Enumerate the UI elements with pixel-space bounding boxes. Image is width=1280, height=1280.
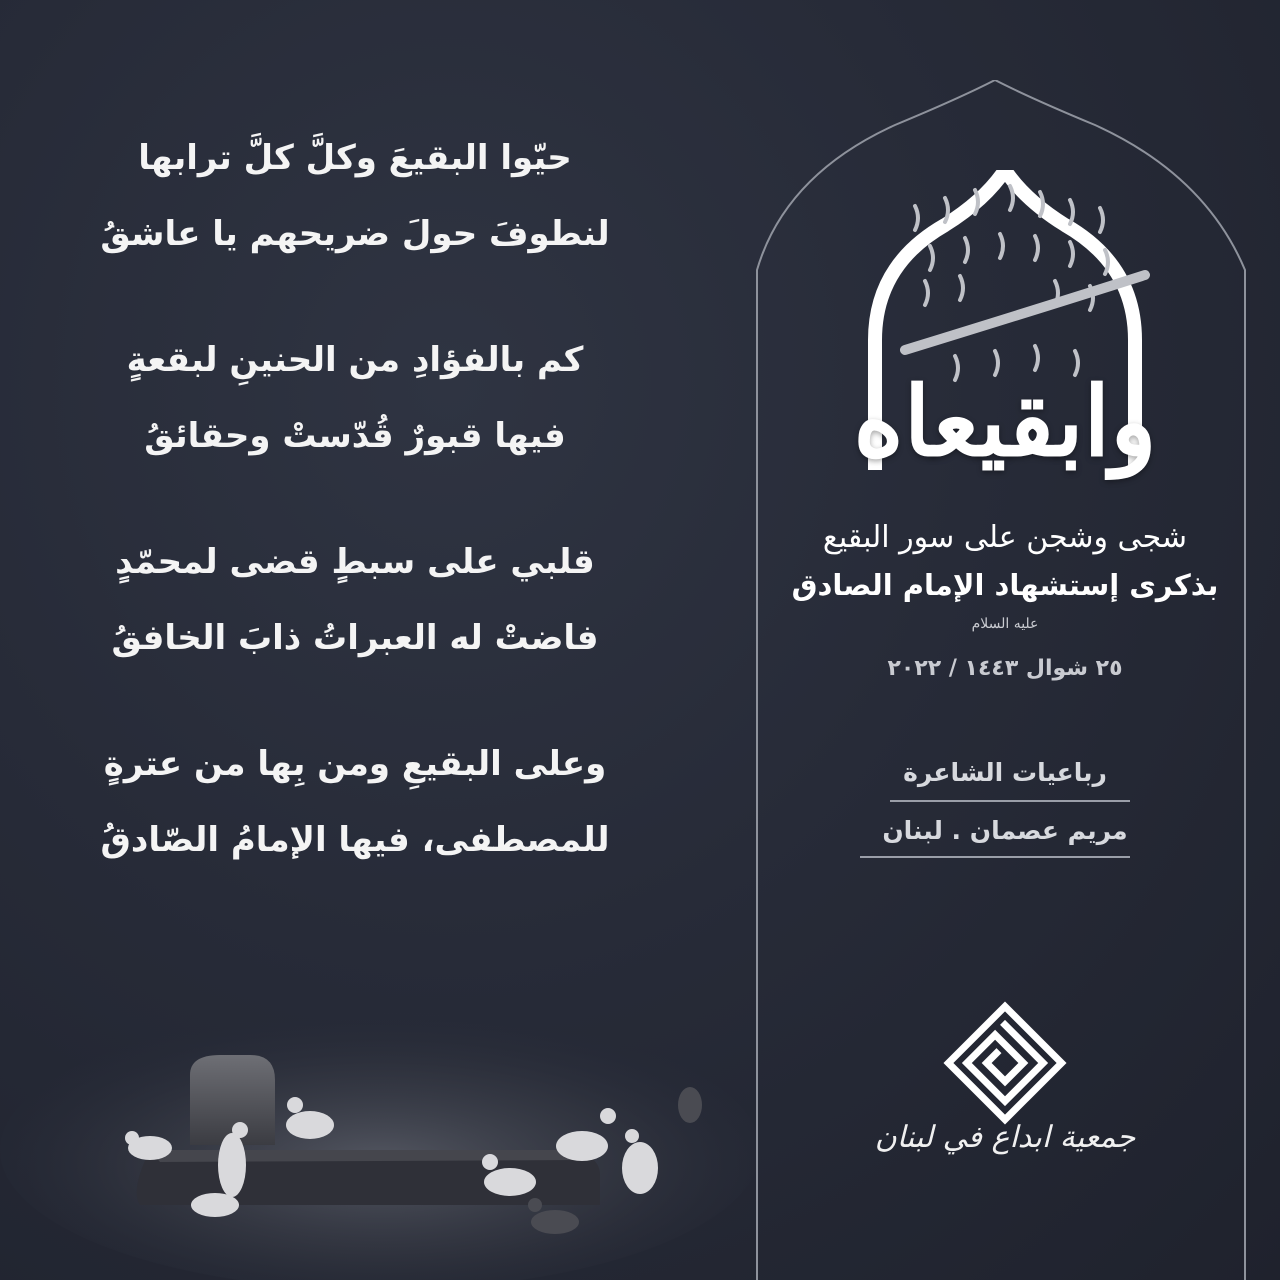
stanza-3 (60, 524, 650, 676)
organization-name: جمعية ابداع في لبنان (874, 1120, 1136, 1155)
kufic-square-logo-icon (940, 998, 1070, 1128)
date: ٢٥ شوال ١٤٤٣ / ٢٠٢٢ (887, 656, 1123, 681)
poet-name: مريم عصمان . لبنان (882, 816, 1128, 845)
doves-on-tomb-illustration (0, 1000, 760, 1280)
arch-panel (745, 80, 1265, 1280)
verse-line: حيّوا البقيعَ وكلَّ كلَّ ترابها (138, 138, 572, 178)
divider (860, 856, 1130, 858)
verse-line: للمصطفى، فيها الإمامُ الصّادقُ (100, 820, 610, 860)
verse-line: كم بالفؤادِ من الحنينِ لبقعةٍ (126, 340, 584, 380)
stanza-2 (60, 322, 650, 474)
occasion-heading: بذكرى إستشهاد الإمام الصادق (791, 568, 1219, 602)
verse-line: قلبي على سبطٍ قضى لمحمّدٍ (115, 542, 595, 582)
poem (60, 120, 650, 928)
stanza-1 (60, 120, 650, 272)
divider (890, 800, 1130, 802)
honorific: عليه السلام (971, 616, 1039, 632)
stanza-4 (60, 726, 650, 878)
verse-line: فاضتْ له العبراتُ ذابَ الخافقُ (111, 618, 599, 658)
subtitle: شجى وشجن على سور البقيع (822, 520, 1188, 555)
poet-label: رباعيات الشاعرة (903, 758, 1107, 787)
title-calligraphy: وابقيعاه (853, 365, 1157, 478)
verse-line: وعلى البقيعِ ومن بِها من عترةٍ (103, 744, 607, 784)
verse-line: لنطوفَ حولَ ضريحهم يا عاشقُ (100, 214, 610, 254)
verse-line: فيها قبورٌ قُدّستْ وحقائقُ (144, 416, 566, 456)
